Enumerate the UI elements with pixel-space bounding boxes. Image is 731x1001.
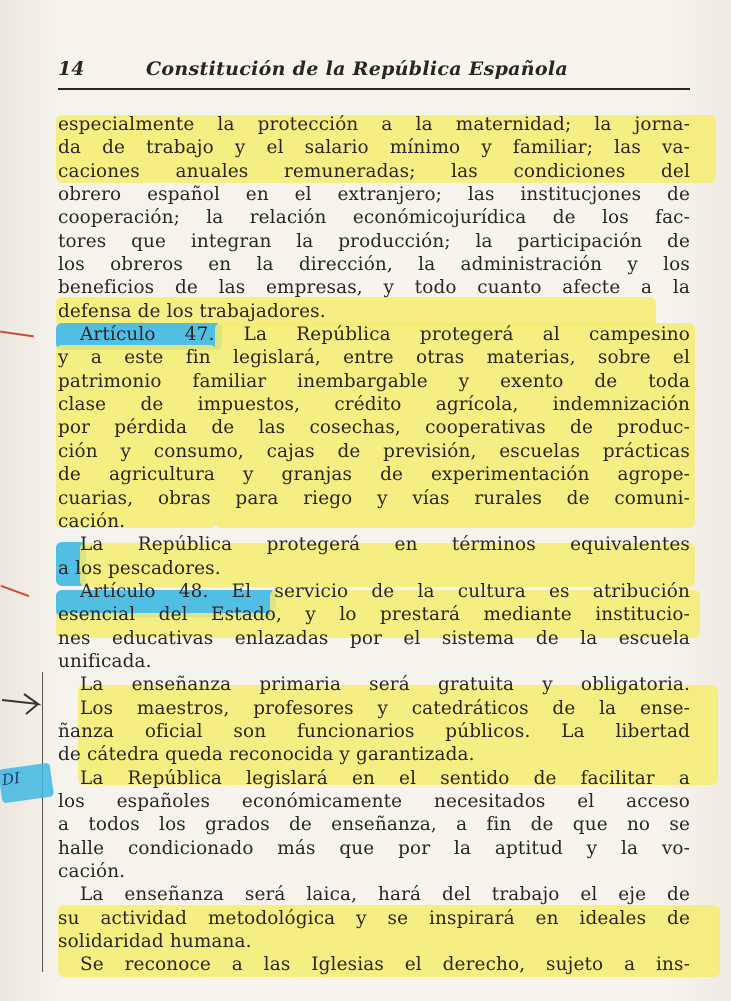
text-line: defensa de los trabajadores.: [58, 300, 326, 322]
text-line: ñanza oficial son funcionarios públicos. La libertad: [58, 720, 690, 742]
text-line: obrero español en el extranjero; las institucjones de: [58, 184, 690, 206]
text-line: solidaridad humana.: [58, 931, 252, 953]
text-line: especialmente la protección a la maternidad; la jorna-: [58, 114, 690, 135]
text-line: a todos los grados de enseñanza, a fin de que no se: [58, 814, 690, 836]
article-heading-line: Artículo 48. El servicio de la cultura es atribución: [80, 580, 690, 602]
text-line: los españoles económicamente necesitados el acceso: [58, 790, 690, 812]
margin-note: DI: [0, 768, 22, 790]
text-line: y a este fin legislará, entre otras materias, sobre el: [58, 347, 690, 369]
page-number: 14: [58, 58, 85, 80]
text-line: por pérdida de las cosechas, cooperativas de produc-: [58, 417, 690, 439]
text-line: cooperación; la relación económicojurídica de los fac-: [58, 207, 690, 229]
running-title: Constitución de la República Española: [146, 58, 568, 80]
text-line: patrimonio familiar inembargable y exento de toda: [58, 370, 690, 392]
text-line: esencial del Estado, y lo prestará mediante institucio-: [58, 604, 690, 626]
text-line: unificada.: [58, 650, 152, 672]
text-line: a los pescadores.: [58, 557, 221, 579]
header-rule: [58, 88, 690, 90]
text-line: La enseñanza primaria será gratuita y obligatoria.: [80, 674, 690, 696]
text-line: nes educativas enlazadas por el sistema de la escuela: [58, 627, 690, 649]
text-line: de agricultura y granjas de experimentación agrope-: [58, 464, 690, 486]
page-header: [58, 58, 690, 88]
margin-red-mark: [1, 585, 30, 597]
body-text: [58, 113, 690, 977]
arrow-icon: [0, 690, 44, 720]
text-line: Se reconoce a las Iglesias el derecho, sujeto a ins-: [80, 954, 690, 976]
margin-red-mark: [0, 331, 34, 338]
text-line: beneficios de las empresas, y todo cuanto afecte a la: [58, 277, 690, 299]
text-line: los obreros en la dirección, la administración y los: [58, 254, 690, 276]
text-line: caciones anuales remuneradas; las condiciones del: [58, 160, 690, 182]
text-line: La enseñanza será laica, hará del trabajo el eje de: [80, 884, 690, 906]
article-heading-line: Artículo 47. La República protegerá al campesino: [80, 324, 690, 346]
text-line: tores que integran la producción; la participación de: [58, 230, 690, 252]
text-line: cuarias, obras para riego y vías rurales de comuni-: [58, 487, 690, 509]
text-line: ción y consumo, cajas de previsión, escuelas prácticas: [58, 440, 690, 462]
text-line: halle condicionado más que por la aptitud y la vo-: [58, 837, 690, 859]
text-line: su actividad metodológica y se inspirará en ideales de: [58, 907, 690, 929]
text-line: Los maestros, profesores y catedráticos de la ense-: [80, 697, 690, 719]
text-line: cación.: [58, 861, 126, 882]
text-line: da de trabajo y el salario mínimo y familiar; las va-: [58, 137, 690, 159]
text-line: de cátedra queda reconocida y garantizada.: [58, 744, 475, 766]
text-line: clase de impuestos, crédito agrícola, indemnización: [58, 394, 690, 416]
text-line: La República protegerá en términos equivalentes: [80, 534, 690, 556]
text-line: cación.: [58, 510, 126, 532]
text-line: La República legislará en el sentido de facilitar a: [80, 767, 690, 789]
